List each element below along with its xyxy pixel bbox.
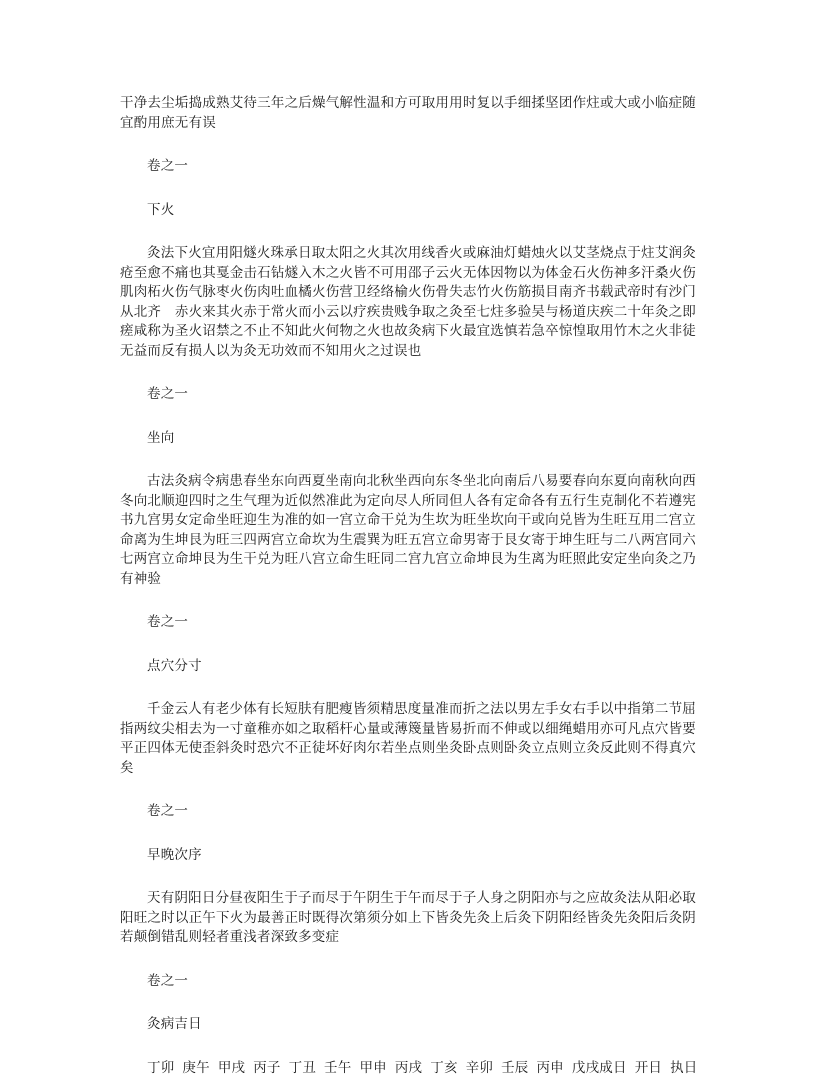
auspicious-days-list bbox=[120, 1059, 696, 1078]
spacer bbox=[120, 133, 696, 157]
day-item: 甲申 bbox=[359, 1059, 386, 1078]
day-item: 执日 bbox=[670, 1059, 697, 1078]
day-item: 丁卯 bbox=[147, 1059, 174, 1078]
paragraph-xiahuo: 灸法下火宜用阳燧火珠承日取太阳之火其次用线香火或麻油灯蜡烛火以艾茎烧点于炷艾润灸疮至愈不痛也其戛金击石钻燧入木之火皆不可用邵子云火无体因物以为体金石火伤神多汗桑火伤肌肉柘火伤气脉枣火伤肉吐血橘火伤营卫经络榆火伤骨失志竹火伤筋损目南齐书载武帝时有沙门从北齐 赤火来其火赤于常火而小云以疗疾贵贱争取之灸至七炷多验吴与杨道庆疾二十年灸之即瘥咸称为圣火诏禁之不止不知此火何物之火也故灸病下火最宜选慎若急卒惊惶取用竹木之火非徒无益而反有损人以为灸无功效而不知用火之过误也 bbox=[120, 244, 696, 361]
day-item: 开日 bbox=[635, 1059, 662, 1078]
day-item: 辛卯 bbox=[466, 1059, 493, 1078]
section-heading-dianxue: 点穴分寸 bbox=[120, 657, 696, 677]
paragraph-zuoxiang: 古法灸病令病患春坐东向西夏坐南向北秋坐西向东冬坐北向南后八易要春向东夏向南秋向西冬向北顺迎四时之生气理为近似然准此为定向尽人所同但人各有定命各有五行生克制化不若遵宪书九宫男女定命坐旺迎生为准的如一宫立命干兑为生坎为旺坐坎向干或向兑皆为生旺互用二宫立命离为生坤艮为旺三四两宫立命坎为生震巽为旺五宫立命男寄于艮女寄于坤生旺与二八两宫同六七两宫立命坤艮为生干兑为旺八宫立命生旺同二宫九宫立命坤艮为生离为旺照此安定坐向灸之乃有神验 bbox=[120, 472, 696, 589]
spacer bbox=[120, 361, 696, 385]
spacer bbox=[120, 778, 696, 802]
section-heading-xiahuo: 下火 bbox=[120, 201, 696, 221]
volume-label: 卷之一 bbox=[120, 802, 696, 822]
spacer bbox=[120, 991, 696, 1015]
volume-label: 卷之一 bbox=[120, 157, 696, 177]
volume-label: 卷之一 bbox=[120, 385, 696, 405]
spacer bbox=[120, 1035, 696, 1059]
day-item: 壬辰 bbox=[501, 1059, 528, 1078]
spacer bbox=[120, 220, 696, 244]
day-item: 壬午 bbox=[324, 1059, 351, 1078]
volume-label: 卷之一 bbox=[120, 972, 696, 992]
day-item: 丙申 bbox=[536, 1059, 563, 1078]
spacer bbox=[120, 865, 696, 889]
spacer bbox=[120, 589, 696, 613]
spacer bbox=[120, 405, 696, 429]
spacer bbox=[120, 948, 696, 972]
day-item: 丁丑 bbox=[289, 1059, 316, 1078]
document-page bbox=[120, 94, 696, 1078]
spacer bbox=[120, 676, 696, 700]
day-item: 庚午 bbox=[182, 1059, 209, 1078]
spacer bbox=[120, 822, 696, 846]
day-item: 丙子 bbox=[253, 1059, 280, 1078]
section-heading-zuoxiang: 坐向 bbox=[120, 429, 696, 449]
day-item: 丙戌 bbox=[395, 1059, 422, 1078]
paragraph-zaowan: 天有阴阳日分昼夜阳生于子而尽于午阴生于午而尽于子人身之阴阳亦与之应故灸法从阳必取阳旺之时以正午下火为最善正时既得次第须分如上下皆灸先灸上后灸下阴阳经皆灸先灸阳后灸阴若颠倒错乱则轻者重浅者深致多变症 bbox=[120, 889, 696, 948]
section-heading-zaowan: 早晚次序 bbox=[120, 846, 696, 866]
continued-paragraph: 干净去尘垢捣成熟艾待三年之后燥气解性温和方可取用用时复以手细揉坚团作炷或大或小临症随宜酌用庶无有误 bbox=[120, 94, 696, 133]
day-item: 甲戌 bbox=[218, 1059, 245, 1078]
spacer bbox=[120, 633, 696, 657]
spacer bbox=[120, 177, 696, 201]
section-heading-jiri: 灸病吉日 bbox=[120, 1015, 696, 1035]
volume-label: 卷之一 bbox=[120, 613, 696, 633]
paragraph-dianxue: 千金云人有老少体有长短肤有肥瘦皆须精思度量准而折之法以男左手女右手以中指第二节屈指两纹尖相去为一寸童稚亦如之取稻杆心量或薄篾量皆易折而不伸或以细绳蜡用亦可凡点穴皆要平正四体无使歪斜灸时恐穴不正徒坏好肉尔若坐点则坐灸卧点则卧灸立点则立灸反此则不得真穴矣 bbox=[120, 700, 696, 778]
day-item: 丁亥 bbox=[430, 1059, 457, 1078]
spacer bbox=[120, 448, 696, 472]
day-item: 戊戌成日 bbox=[572, 1059, 627, 1078]
